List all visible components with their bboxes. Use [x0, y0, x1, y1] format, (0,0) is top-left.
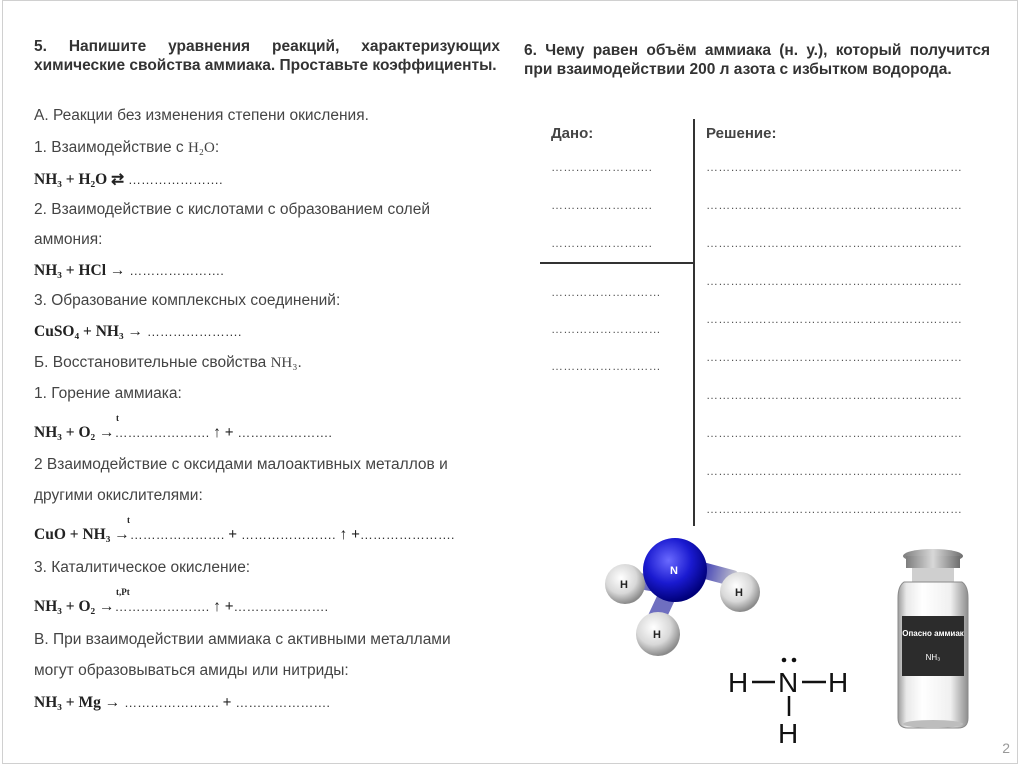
find-blank[interactable]: ………………………	[551, 359, 661, 373]
solution-blank[interactable]: ………………………………………………………	[706, 502, 963, 516]
equation-a3: CuSO₄ + NH₃ → ………………….	[34, 323, 242, 340]
solution-label: Решение:	[706, 125, 777, 142]
given-blank[interactable]: …………………….	[551, 198, 653, 212]
solution-blank[interactable]: ………………………………………………………	[706, 236, 963, 250]
lewis-structure	[720, 650, 860, 750]
task6-title: 6. Чему равен объём аммиака (н. у.), который получится при взаимодействии 200 л азота с избытком водорода.	[524, 42, 990, 78]
section-v-line1: В. При взаимодействии аммиака с активными металлами	[34, 631, 451, 648]
section-b-heading: Б. Восстановительные свойства NH₃.	[34, 354, 302, 371]
find-blank[interactable]: ………………………	[551, 322, 661, 336]
find-blank[interactable]: ………………………	[551, 285, 661, 299]
answer-blank[interactable]: ………………….	[129, 263, 224, 278]
equation-b2: CuO + NH₃ →…………………. + …………………. ↑ +………………….	[34, 526, 455, 543]
solution-blank[interactable]: ………………………………………………………	[706, 198, 963, 212]
given-blank[interactable]: …………………….	[551, 160, 653, 174]
lewis-h-left: H	[728, 667, 749, 698]
nitrogen-label: N	[670, 565, 678, 577]
hydrogen-label: H	[653, 629, 661, 641]
bottle-label-formula: NH₃	[925, 653, 941, 662]
solution-blank[interactable]: ………………………………………………………	[706, 160, 963, 174]
solution-blank[interactable]: ………………………………………………………	[706, 388, 963, 402]
hydrogen-label: H	[620, 579, 628, 591]
answer-blank[interactable]: ………………….	[359, 527, 455, 542]
answer-blank[interactable]: ………………….	[114, 599, 210, 614]
solution-blank[interactable]: ………………………………………………………	[706, 426, 963, 440]
answer-blank[interactable]: ………………….	[129, 527, 225, 542]
item-b3: 3. Каталитическое окисление:	[34, 559, 251, 576]
solution-blank[interactable]: ………………………………………………………	[706, 350, 963, 364]
solution-blank[interactable]: ………………………………………………………	[706, 464, 963, 478]
lone-pair-dot	[782, 658, 787, 663]
answer-blank[interactable]: ………………….	[114, 425, 210, 440]
lone-pair-dot	[792, 658, 797, 663]
answer-blank[interactable]: ………………….	[146, 324, 242, 339]
given-label: Дано:	[551, 125, 594, 142]
ammonia-molecule-model	[600, 536, 770, 666]
answer-blank[interactable]: ………………….	[240, 527, 336, 542]
hydrogen-label: H	[735, 587, 743, 599]
lewis-n: N	[778, 667, 799, 698]
ammonia-bottle	[890, 546, 976, 732]
lewis-h-bottom: H	[778, 718, 799, 749]
solution-blank[interactable]: ………………………………………………………	[706, 312, 963, 326]
solution-blank[interactable]: ………………………………………………………	[706, 274, 963, 288]
section-a-heading: А. Реакции без изменения степени окисления.	[34, 107, 369, 124]
task5-title: 5. Напишите уравнения реакций, характеризующих химические свойства аммиака. Проставьте коэффициенты.	[34, 38, 500, 74]
water-formula: H₂O	[187, 140, 215, 156]
table-vertical-divider	[693, 119, 695, 526]
item-a3: 3. Образование комплексных соединений:	[34, 292, 341, 309]
condition-label: t	[116, 413, 119, 423]
condition-label: t,Pt	[116, 587, 130, 597]
answer-blank[interactable]: ………………….	[237, 425, 333, 440]
equation-a2: NH₃ + HCl → ………………….	[34, 262, 224, 279]
bottle-label-warning: Опасно аммиак	[902, 629, 964, 638]
page-number: 2	[1002, 740, 1010, 756]
table-horizontal-divider	[540, 262, 694, 264]
answer-blank[interactable]: ………………….	[124, 695, 219, 710]
item-a1: 1. Взаимодействие с H₂O:	[34, 139, 220, 156]
equation-b3: NH₃ + O₂ →…………………. ↑ +………………….	[34, 598, 329, 615]
item-b2-line2: другими окислителями:	[34, 487, 203, 504]
equation-v: NH₃ + Mg → …………………. + ………………….	[34, 694, 330, 711]
item-b1: 1. Горение аммиака:	[34, 385, 182, 402]
item-a2-line2: аммония:	[34, 231, 103, 248]
equation-a1: NH₃ + H₂O ⇄ ………………….	[34, 171, 223, 188]
answer-blank[interactable]: ………………….	[127, 172, 223, 187]
item-b2-line1: 2 Взаимодействие с оксидами малоактивных металлов и	[34, 456, 448, 473]
condition-label: t	[127, 515, 130, 525]
item-a2-line1: 2. Взаимодействие с кислотами с образованием солей	[34, 201, 430, 218]
answer-blank[interactable]: ………………….	[233, 599, 329, 614]
equation-b1: NH₃ + O₂ →…………………. ↑ + ………………….	[34, 424, 333, 441]
ammonia-formula: NH₃	[270, 355, 298, 371]
answer-blank[interactable]: ………………….	[235, 695, 330, 710]
section-v-line2: могут образовываться амиды или нитриды:	[34, 662, 349, 679]
lewis-h-right: H	[828, 667, 849, 698]
given-blank[interactable]: …………………….	[551, 236, 653, 250]
